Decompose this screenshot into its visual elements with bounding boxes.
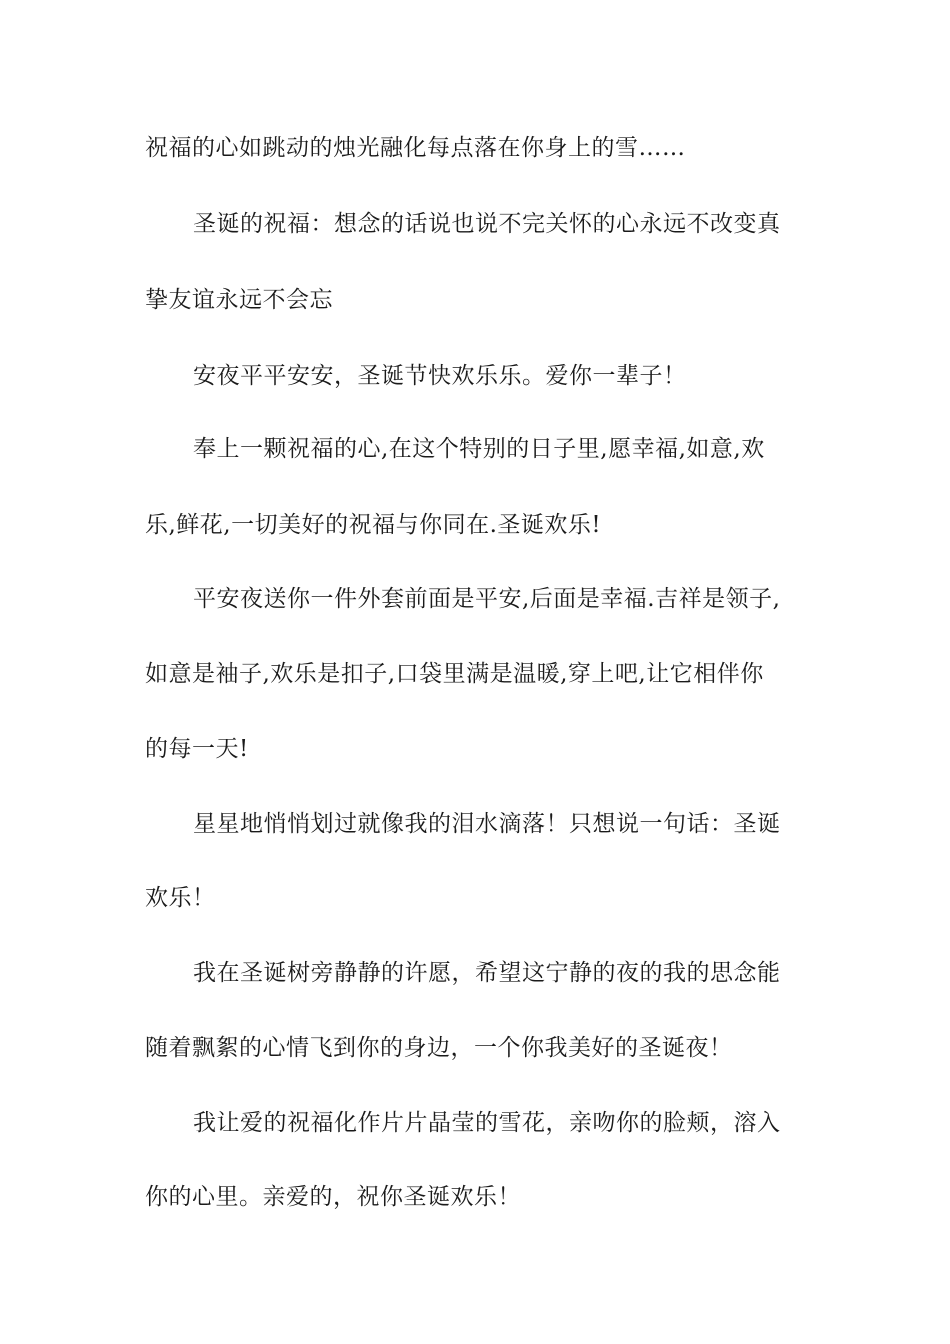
paragraph-first-line: 平安夜送你一件外套前面是平安,后面是幸福.吉祥是领子,	[193, 586, 781, 612]
paragraph-first-line: 安夜平平安安，圣诞节快欢乐乐。爱你一辈子！	[193, 363, 687, 389]
text-line: 你的心里。亲爱的，祝你圣诞欢乐！	[145, 1184, 521, 1210]
text-line: 欢乐！	[145, 885, 216, 911]
text-line: 随着飘絮的心情飞到你的身边，一个你我美好的圣诞夜！	[145, 1035, 733, 1061]
paragraph-first-line: 我在圣诞树旁静静的许愿，希望这宁静的夜的我的思念能	[193, 960, 781, 986]
paragraph-first-line: 圣诞的祝福：想念的话说也说不完关怀的心永远不改变真	[193, 211, 781, 237]
text-line: 祝福的心如跳动的烛光融化每点落在你身上的雪……	[145, 135, 686, 161]
text-line: 挚友谊永远不会忘	[145, 287, 333, 313]
text-line: 的每一天!	[145, 736, 249, 762]
text-line: 如意是袖子,欢乐是扣子,口袋里满是温暖,穿上吧,让它相伴你	[145, 661, 764, 687]
paragraph-first-line: 星星地悄悄划过就像我的泪水滴落！只想说一句话：圣诞	[193, 811, 781, 837]
text-line: 乐,鲜花,一切美好的祝福与你同在.圣诞欢乐!	[145, 512, 602, 538]
paragraph-first-line: 我让爱的祝福化作片片晶莹的雪花，亲吻你的脸颊，溶入	[193, 1110, 781, 1136]
paragraph-first-line: 奉上一颗祝福的心,在这个特别的日子里,愿幸福,如意,欢	[193, 436, 765, 462]
